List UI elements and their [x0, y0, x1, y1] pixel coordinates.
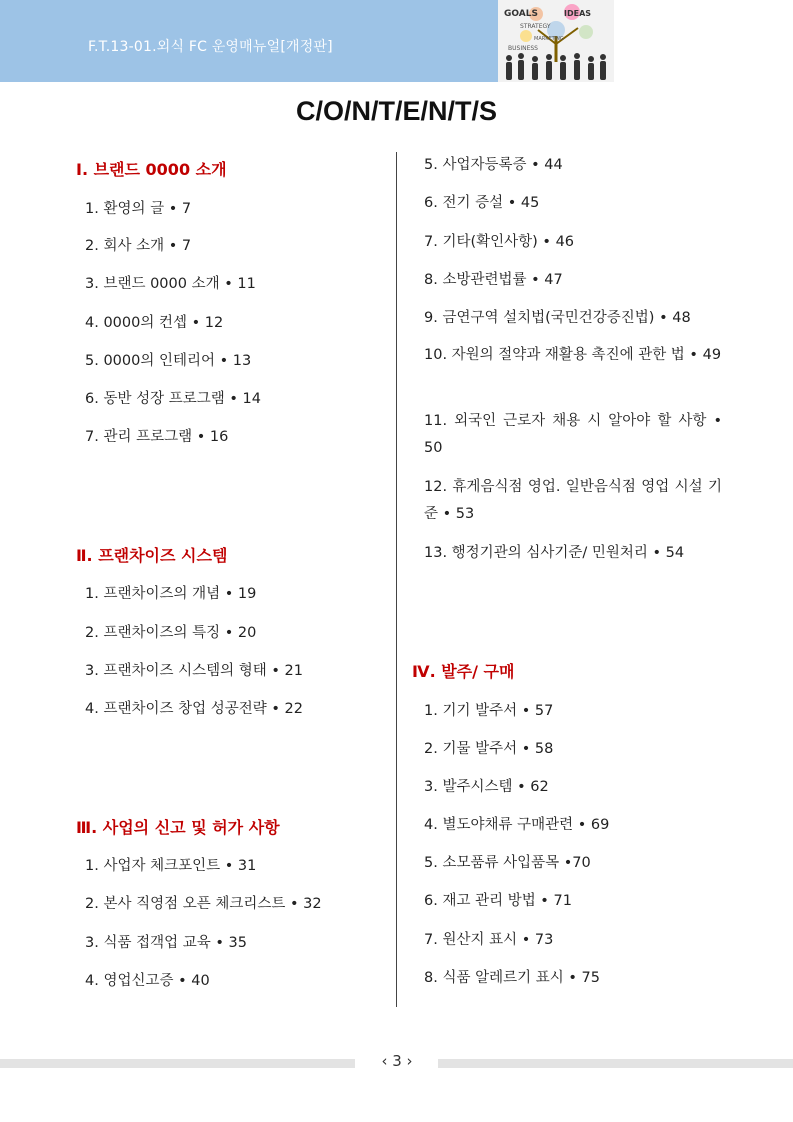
toc-item[interactable]: 3. 식품 접객업 교육 • 35 [85, 935, 247, 951]
toc-item[interactable]: 1. 프랜차이즈의 개념 • 19 [85, 586, 257, 602]
toc-item[interactable]: 7. 원산지 표시 • 73 [424, 932, 554, 948]
footer-rule-left [0, 1059, 355, 1068]
toc-item[interactable]: 7. 기타(확인사항) • 46 [424, 234, 575, 250]
toc-item[interactable]: 6. 재고 관리 방법 • 71 [424, 893, 572, 909]
toc-item[interactable]: 8. 소방관련법률 • 47 [424, 272, 563, 288]
toc-item[interactable]: 13. 행정기관의 심사기준/ 민원처리 • 54 [424, 545, 685, 561]
toc-item[interactable]: 4. 프랜차이즈 창업 성공전략 • 22 [85, 701, 303, 717]
toc-item[interactable]: 1. 사업자 체크포인트 • 31 [85, 858, 257, 874]
page-title: C/O/N/T/E/N/T/S [295, 96, 497, 126]
toc-item[interactable]: 2. 기물 발주서 • 58 [424, 741, 554, 757]
svg-text:MARKETING: MARKETING [534, 36, 564, 42]
section-heading-2: Ⅱ. 프랜차이즈 시스템 [76, 546, 228, 565]
toc-item[interactable]: 4. 영업신고증 • 40 [85, 973, 210, 989]
toc-item[interactable]: 1. 환영의 글 • 7 [85, 201, 192, 217]
toc-item[interactable]: 5. 0000의 인테리어 • 13 [85, 353, 252, 369]
toc-item[interactable]: 7. 관리 프로그램 • 16 [85, 429, 229, 445]
document-code-title: F.T.13-01.외식 FC 운영매뉴얼[개정판] [88, 39, 333, 55]
svg-text:IDEAS: IDEAS [564, 9, 592, 18]
column-divider [396, 152, 397, 1007]
footer-rule-right [438, 1059, 793, 1068]
header-bar [0, 0, 498, 82]
toc-item[interactable]: 11. 외국인 근로자 채용 시 알아야 할 사항 • 50 [424, 413, 722, 456]
toc-item[interactable]: 8. 식품 알레르기 표시 • 75 [424, 970, 600, 986]
toc-item[interactable]: 12. 휴게음식점 영업. 일반음식점 영업 시설 기준 • 53 [424, 479, 722, 522]
toc-item[interactable]: 6. 전기 증설 • 45 [424, 195, 540, 211]
toc-item[interactable]: 2. 본사 직영점 오픈 체크리스트 • 32 [85, 896, 322, 912]
toc-item[interactable]: 9. 금연구역 설치법(국민건강증진법) • 48 [424, 310, 691, 326]
header-business-illustration [498, 0, 614, 82]
toc-item[interactable]: 3. 프랜차이즈 시스템의 형태 • 21 [85, 663, 303, 679]
toc-item[interactable]: 5. 소모품류 사입품목 •70 [424, 855, 591, 871]
toc-item[interactable]: 2. 회사 소개 • 7 [85, 238, 192, 254]
svg-text:GOALS: GOALS [504, 9, 538, 19]
section-heading-3: Ⅲ. 사업의 신고 및 허가 사항 [76, 818, 280, 837]
toc-item[interactable]: 6. 동반 성장 프로그램 • 14 [85, 391, 261, 407]
toc-item[interactable]: 5. 사업자등록증 • 44 [424, 157, 563, 173]
toc-item[interactable]: 10. 자원의 절약과 재활용 촉진에 관한 법 • 49 [424, 347, 722, 363]
section-heading-4: Ⅳ. 발주/ 구매 [412, 662, 515, 681]
toc-item[interactable]: 4. 0000의 컨셉 • 12 [85, 315, 224, 331]
svg-text:STRATEGY: STRATEGY [520, 23, 551, 30]
section-heading-1: Ⅰ. 브랜드 0000 소개 [76, 160, 227, 179]
svg-text:BUSINESS: BUSINESS [508, 45, 538, 52]
toc-item[interactable]: 3. 브랜드 0000 소개 • 11 [85, 276, 256, 292]
page-number: ‹ 3 › [381, 1052, 413, 1070]
toc-item[interactable]: 1. 기기 발주서 • 57 [424, 703, 554, 719]
toc-item[interactable]: 4. 별도야채류 구매관련 • 69 [424, 817, 610, 833]
toc-item[interactable]: 3. 발주시스템 • 62 [424, 779, 549, 795]
toc-item[interactable]: 2. 프랜차이즈의 특징 • 20 [85, 625, 257, 641]
